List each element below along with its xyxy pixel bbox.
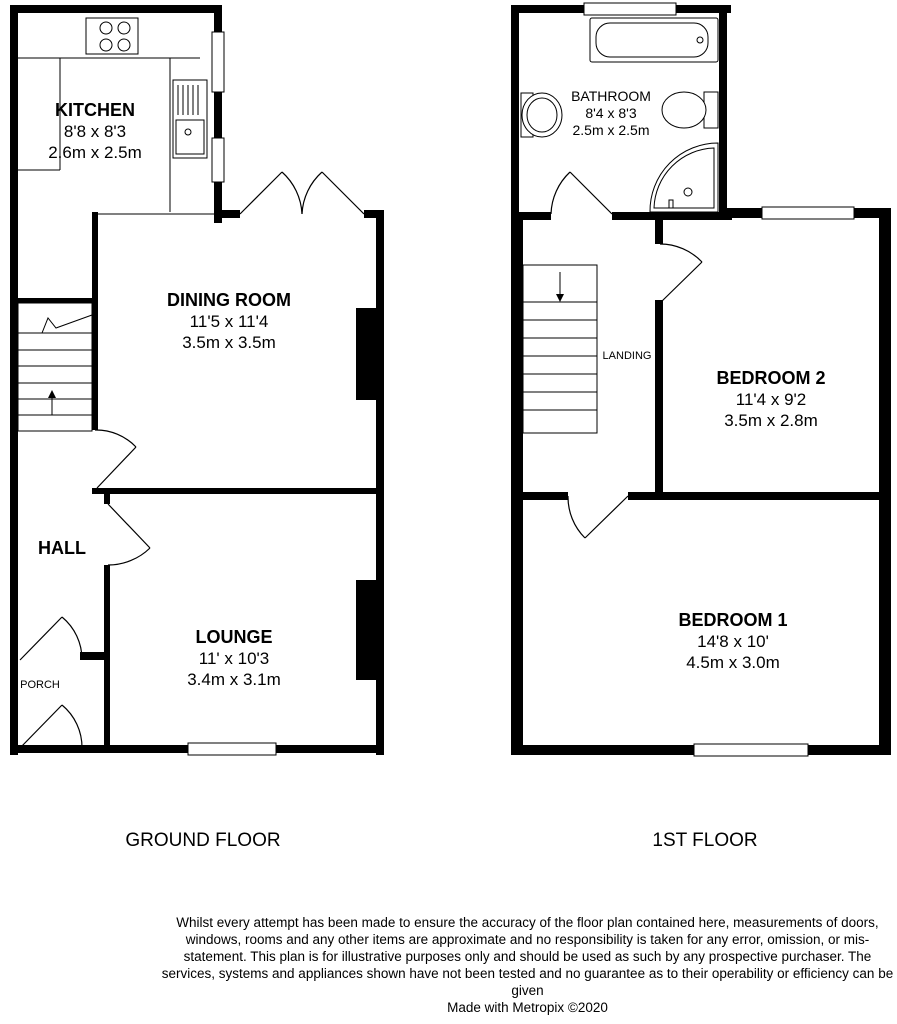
ground-doors — [20, 430, 150, 748]
kitchen-label — [48, 100, 142, 163]
lounge-imperial: 11' x 10'3 — [198, 649, 270, 668]
kitchen-name: KITCHEN — [54, 100, 135, 120]
bedroom-2-imperial: 11'4 x 9'2 — [735, 390, 807, 409]
bedroom-1-metric: 4.5m x 3.0m — [686, 653, 780, 672]
dining-room-name: DINING ROOM — [167, 290, 291, 310]
kitchen-metric: 2.6m x 2.5m — [48, 143, 142, 162]
hall-label — [38, 538, 86, 559]
first-floor-stairs — [523, 265, 597, 433]
bedroom-2-label — [716, 368, 825, 431]
bedroom-2-metric: 3.5m x 2.8m — [724, 411, 818, 430]
bedroom-2-window — [762, 207, 854, 219]
bedroom-1-window — [694, 744, 808, 756]
bathroom-label — [571, 88, 651, 139]
bedroom-2-name: BEDROOM 2 — [716, 368, 826, 388]
disclaimer — [160, 914, 895, 1016]
bathroom-name: BATHROOM — [571, 88, 651, 104]
bedroom-1-imperial: 14'8 x 10' — [697, 632, 769, 651]
credit-text: Made with Metropix ©2020 — [447, 1000, 608, 1015]
dining-french-doors — [240, 172, 364, 214]
bathroom-metric: 2.5m x 2.5m — [572, 122, 650, 138]
hall-name: HALL — [38, 538, 86, 558]
lounge-window — [188, 743, 276, 755]
lounge-label — [187, 627, 281, 690]
dining-room-label — [167, 290, 291, 353]
lounge-name: LOUNGE — [195, 627, 273, 647]
landing-label: LANDING — [602, 350, 652, 362]
dining-room-metric: 3.5m x 3.5m — [182, 333, 276, 352]
disclaimer-text: Whilst every attempt has been made to ensure the accuracy of the floor plan contained here, measurements of doors, windows, rooms and any other items are approximate and no responsibility is taken for any error, omission, or mis-statement. This plan is for illustrative purposes only and should be used as such by any prospective purchaser. The services, systems and appliances shown have not been tested and no guarantee as to their operability or efficiency can be given — [161, 915, 894, 998]
bedroom-1-label — [678, 610, 787, 673]
bathroom-imperial: 8'4 x 8'3 — [585, 105, 637, 121]
dining-room-imperial: 11'5 x 11'4 — [189, 312, 269, 331]
kitchen-imperial: 8'8 x 8'3 — [63, 122, 127, 141]
ground-floor-title: GROUND FLOOR — [125, 830, 281, 851]
porch-label: PORCH — [20, 679, 60, 691]
lounge-metric: 3.4m x 3.1m — [187, 670, 281, 689]
bedroom-1-name: BEDROOM 1 — [678, 610, 788, 630]
ground-stairs — [18, 303, 92, 431]
first-floor-title: 1ST FLOOR — [652, 830, 758, 851]
